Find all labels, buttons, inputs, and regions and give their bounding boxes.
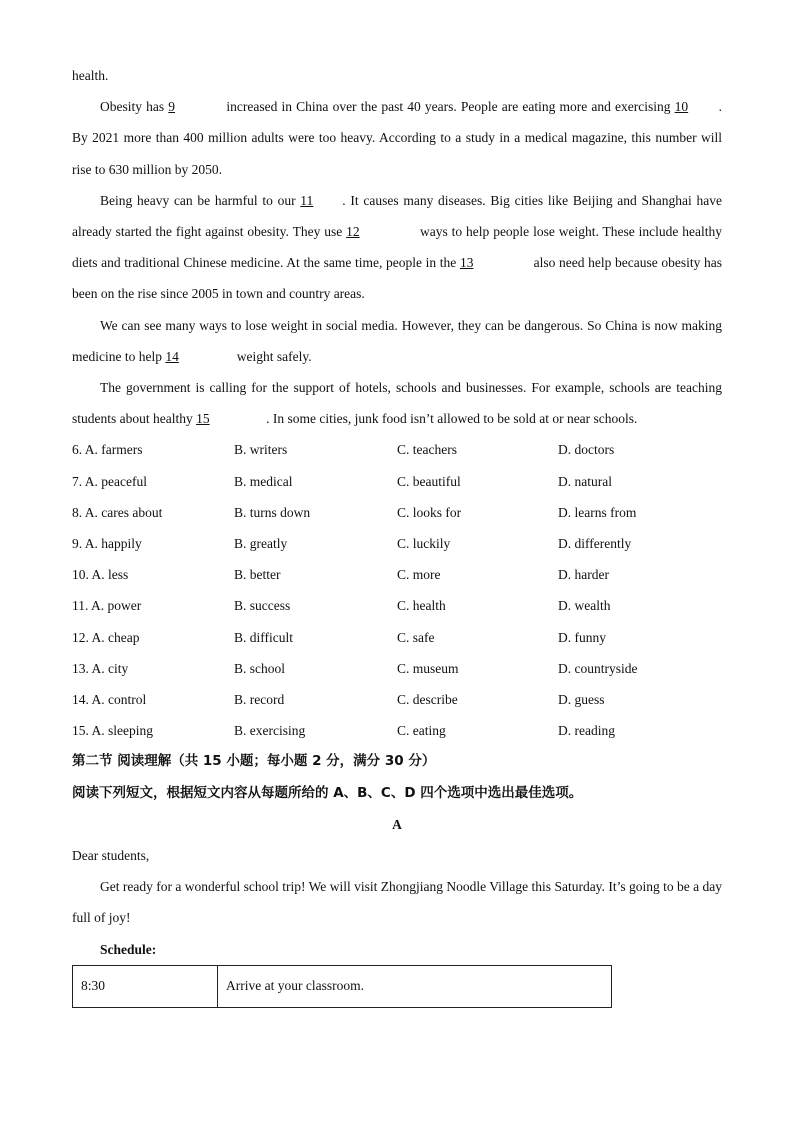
option-row-7 [72,466,722,497]
schedule-label: Schedule: [100,941,157,957]
option-c[interactable]: C. luckily [397,536,451,551]
blank-9: 9 [168,99,176,115]
option-d[interactable]: D. guess [558,691,605,707]
option-d[interactable]: D. countryside [558,660,638,676]
option-c[interactable]: C. teachers [397,442,457,458]
schedule-table [72,965,612,1008]
option-row-8 [72,497,722,528]
blank-12: 12 [346,224,360,240]
option-b[interactable]: B. greatly [234,536,288,551]
option-c[interactable]: C. beautiful [397,473,461,489]
option-row-10 [72,559,722,590]
option-b[interactable]: B. turns down [234,504,311,520]
option-a[interactable]: 9. A. happily [72,536,142,551]
section-title: 第二节 阅读理解（共 15 小题；每小题 2 分，满分 30 分） [72,753,436,770]
option-d[interactable]: D. wealth [558,598,611,614]
option-a[interactable]: 10. A. less [72,567,129,583]
option-b[interactable]: B. better [234,567,281,583]
option-c[interactable]: C. museum [397,660,459,676]
option-d[interactable]: D. harder [558,567,609,583]
option-d[interactable]: D. doctors [558,442,615,458]
option-row-11 [72,590,722,621]
option-row-12 [72,622,722,653]
blank-10: 10 [674,99,689,115]
text-run: ways to help people lose weight. These include healthy diets and traditional Chinese medicine. At the same time, people in the [72,224,722,271]
blank-11: 11 [300,192,314,208]
passage-paragraph-2 [72,185,722,310]
intro-paragraph: Get ready for a wonderful school trip! We will visit Zhongjiang Noodle Village this Saturday. It’s going to be a day full of joy! [72,879,722,926]
option-b[interactable]: B. writers [234,442,288,458]
document-page [72,60,722,1008]
option-a[interactable]: 12. A. cheap [72,629,140,645]
option-b[interactable]: B. exercising [234,723,306,739]
option-b[interactable]: B. success [234,598,291,614]
option-c[interactable]: C. looks for [397,504,462,520]
option-c[interactable]: C. describe [397,691,458,707]
blank-14: 14 [165,348,179,364]
option-b[interactable]: B. record [234,691,285,707]
text-run: Obesity has [100,99,169,115]
text-run: . By 2021 more than 400 million adults were too heavy. According to a study in a medical magazine, this number will rise to 630 million by 2050. [72,99,722,177]
table-row [73,965,612,1007]
option-d[interactable]: D. learns from [558,504,637,520]
option-c[interactable]: C. health [397,598,446,614]
option-row-9 [72,528,722,559]
option-b[interactable]: B. difficult [234,629,293,645]
option-a[interactable]: 8. A. cares about [72,504,163,520]
text-run: weight safely. [233,348,312,364]
option-d[interactable]: D. funny [558,629,606,645]
greeting: Dear students, [72,847,150,863]
text-run: The government is calling for the support of hotels, schools and businesses. For example, schools are teaching students about healthy [72,380,722,427]
option-b[interactable]: B. school [234,660,286,676]
option-b[interactable]: B. medical [234,473,293,489]
option-row-15 [72,715,722,746]
option-c[interactable]: C. more [397,567,441,583]
text-run: increased in China over the past 40 years. People are eating more and exercising [222,99,675,115]
option-a[interactable]: 11. A. power [72,598,142,614]
passage-paragraph-4 [72,372,722,434]
passage-paragraph-1 [72,91,722,185]
answer-options [72,434,722,746]
option-a[interactable]: 7. A. peaceful [72,473,147,489]
option-d[interactable]: D. reading [558,723,615,739]
passage-fragment: health. [72,68,109,83]
schedule-event: Arrive at your classroom. [218,965,612,1007]
option-row-14 [72,684,722,715]
blank-13: 13 [459,255,474,271]
option-row-13 [72,653,722,684]
option-c[interactable]: C. safe [397,629,435,645]
option-a[interactable]: 13. A. city [72,660,129,676]
text-run: . It causes many diseases. Big cities like Beijing and Shanghai have already started the fight against obesity. They use [72,192,722,240]
option-a[interactable]: 15. A. sleeping [72,723,153,739]
schedule-time: 8:30 [73,965,218,1007]
passage-paragraph-3 [72,310,722,372]
blank-15: 15 [196,411,210,427]
text-run: We can see many ways to lose weight in social media. However, they can be dangerous. So China is now making medicine to help [72,317,722,364]
text-run: . In some cities, junk food isn’t allowed to be sold at or near schools. [266,411,638,427]
option-c[interactable]: C. eating [397,723,446,739]
text-run: Being heavy can be harmful to our [100,192,301,208]
option-a[interactable]: 14. A. control [72,691,147,707]
passage-label: A [392,816,402,832]
option-d[interactable]: D. natural [558,473,612,489]
option-a[interactable]: 6. A. farmers [72,442,143,458]
option-d[interactable]: D. differently [558,536,632,551]
option-row-6 [72,434,722,465]
section-instruction: 阅读下列短文，根据短文内容从每题所给的 A、B、C、D 四个选项中选出最佳选项。 [72,784,583,801]
text-run: also need help because obesity has been on the rise since 2005 in town and country areas. [72,255,723,302]
